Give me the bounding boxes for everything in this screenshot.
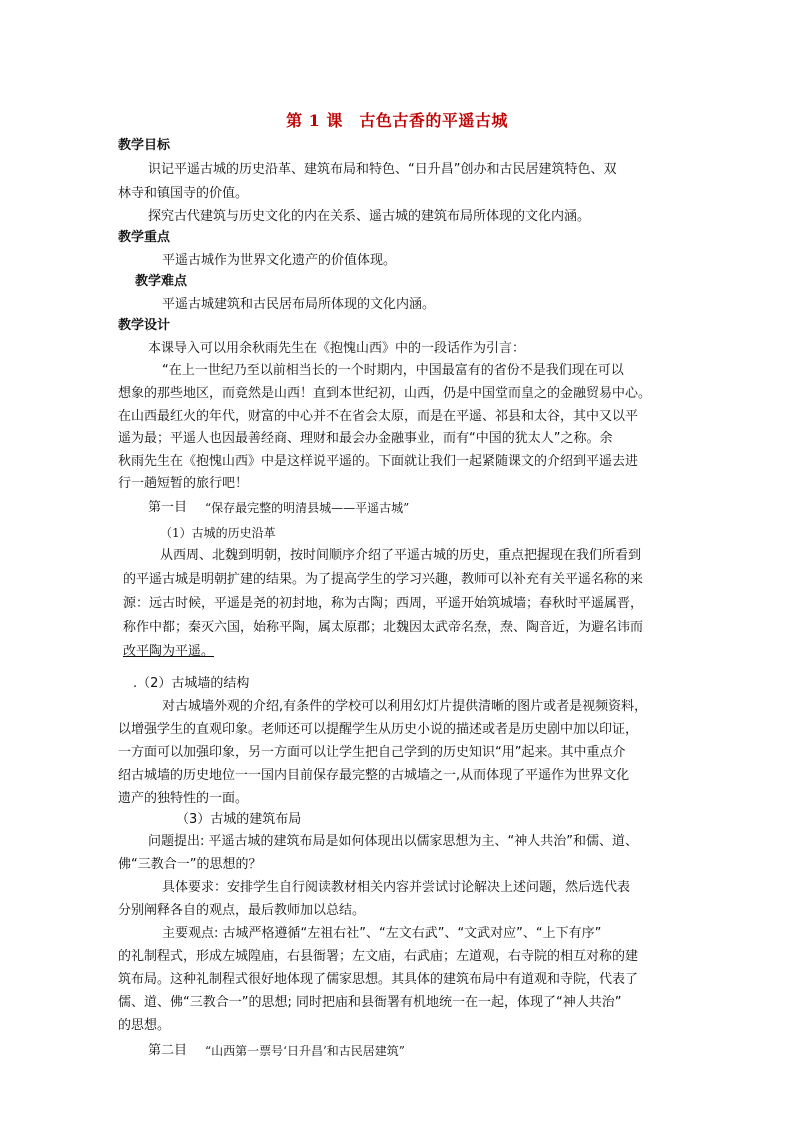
goal-line-2: 林寺和镇国寺的价值。 xyxy=(118,186,249,201)
heading-design: 教学设计 xyxy=(118,318,171,333)
section3-line-4: 分别阐释各自的观点，最后教师加以总结。 xyxy=(118,903,366,918)
part1-label: 第一目 xyxy=(148,500,188,515)
section3-heading: （3）古城的建筑布局 xyxy=(176,812,302,827)
part2-title: “山西第一票号‘日升昌’和古民居建筑” xyxy=(205,1044,405,1058)
heading-goals: 教学目标 xyxy=(118,138,171,153)
section1-line-2: 的平遥古城是明朝扩建的结果。为了提高学生的学习兴趣，教师可以补充有关平遥名称的来 xyxy=(123,572,644,587)
section3-line-6: 的礼制程式，形成左城隍庙，右县衙署；左文庙，右武庙；左道观，右寺院的相互对称的建 xyxy=(118,949,639,964)
section3-line-9: 的思想。 xyxy=(118,1018,171,1033)
section2-line-5: 遗产的独特性的一面。 xyxy=(118,791,249,806)
section2-heading: .（2）古城墙的结构 xyxy=(133,676,250,691)
section3-line-8: 儒、道、佛“三教合一”的思想; 同时把庙和县衙署有机地统一在一起，体现了“神人共治” xyxy=(118,995,622,1010)
section3-line-7: 筑布局。这种礼制程式很好地体现了儒家思想。其具体的建筑布局中有道观和寺院，代表了 xyxy=(118,972,639,987)
design-intro: 本课导入可以用余秋雨先生在《抱愧山西》中的一段话作为引言： xyxy=(148,341,526,356)
section2-line-1: 对古城墙外观的介绍,有条件的学校可以利用幻灯片提供清晰的图片或者是视频资料， xyxy=(162,699,648,714)
heading-difficulties: 教学难点 xyxy=(135,274,188,289)
quote-line-4: 遥为最；平遥人也因最善经商、理财和最会办金融事业，而有“中国的犹太人”之称。余 xyxy=(118,431,613,446)
section2-line-2: 以增强学生的直观印象。老师还可以提醒学生从历史小说的描述或者是历史剧中加以印证， xyxy=(118,722,639,737)
key-point-text: 平遥古城作为世界文化遗产的价值体现。 xyxy=(162,253,397,268)
section2-line-4: 绍古城墙的历史地位一一国内目前保存最完整的古城墙之一,从而体现了平遥作为世界文化 xyxy=(118,768,630,783)
section1-line-5: 改平陶为平遥。 xyxy=(123,644,215,659)
section1-line-1: 从西周、北魏到明朝，按时间顺序介绍了平遥古城的历史，重点把握现在我们所看到 xyxy=(160,548,642,563)
quote-line-6: 行一趟短暂的旅行吧！ xyxy=(118,476,249,491)
quote-line-5: 秋雨先生在《抱愧山西》中是这样说平遥的。下面就让我们一起紧随课文的介绍到平遥去进 xyxy=(118,454,639,469)
difficulty-text: 平遥古城建筑和古民居布局所体现的文化内涵。 xyxy=(162,297,436,312)
section3-line-5: 主要观点: 古城严格遵循“左祖右社”、“左文右武”、“文武对应”、“上下有序” xyxy=(162,926,602,941)
section2-line-3: 一方面可以加强印象，另一方面可以让学生把自己学到的历史知识“用”起来。其中重点介 xyxy=(118,745,626,760)
quote-line-2: 想象的那些地区，而竟然是山西！直到本世纪初，山西，仍是中国堂而皇之的金融贸易中心。 xyxy=(118,386,652,401)
section1-line-3: 源：远古时候，平遥是尧的初封地，称为古陶；西周，平遥开始筑城墙；春秋时平遥属晋， xyxy=(123,596,644,611)
section1-heading: （1）古城的历史沿革 xyxy=(160,526,276,540)
quote-line-1: “在上一世纪乃至以前相当长的一个时期内，中国最富有的省份不是我们现在可以 xyxy=(162,363,624,378)
heading-key-points: 教学重点 xyxy=(118,230,171,245)
quote-line-3: 在山西最红火的年代，财富的中心并不在省会太原，而是在平遥、祁县和太谷，其中又以平 xyxy=(118,409,639,424)
goal-line-1: 识记平遥古城的历史沿革、建筑布局和特色、“日升昌”创办和古民居建筑特色、双 xyxy=(148,162,617,177)
page-title: 第 1 课 古色古香的平遥古城 xyxy=(286,111,508,130)
section3-line-3: 具体要求：安排学生自行阅读教材相关内容并尝试讨论解决上述问题，然后选代表 xyxy=(162,880,631,895)
part2-label: 第二目 xyxy=(148,1043,188,1058)
goal-line-3: 探究古代建筑与历史文化的内在关系、遥古城的建筑布局所体现的文化内涵。 xyxy=(148,209,591,224)
section3-line-1: 问题提出: 平遥古城的建筑布局是如何体现出以儒家思想为主、“神人共治”和儒、道、 xyxy=(148,834,638,849)
section1-line-4: 称作中都；秦灭六国，始称平陶，属太原郡；北魏因太武帝名焘，焘、陶音近，为避名讳而 xyxy=(123,620,644,635)
part1-title: “保存最完整的明清县城——平遥古城” xyxy=(205,501,410,515)
section3-line-2: 佛“三教合一”的思想的？ xyxy=(118,857,262,872)
